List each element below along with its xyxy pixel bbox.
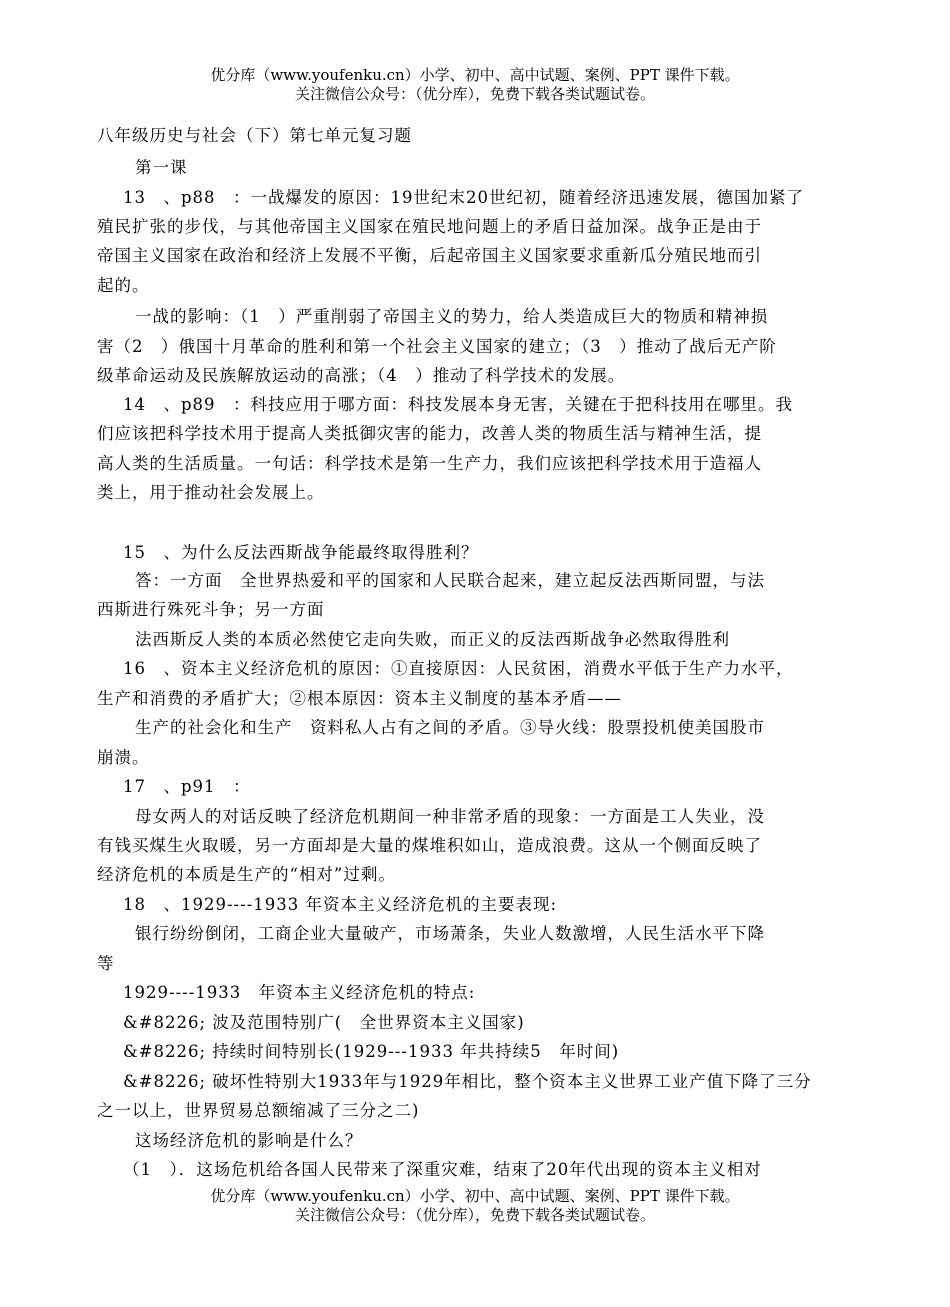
- text-line: 害（2 ）俄国十月革命的胜利和第一个社会主义国家的建立；（3 ）推动了战后无产阶: [97, 337, 777, 356]
- text-line: 起的。: [97, 276, 150, 295]
- header-line-1: 优分库（www.youfenku.cn）小学、初中、高中试题、案例、PPT 课件下载。: [210, 66, 740, 84]
- page-header: [0, 66, 950, 104]
- page-footer: [0, 1187, 950, 1225]
- text-line: 18 、1929----1933 年资本主义经济危机的主要表现:: [123, 895, 558, 914]
- footer-line-2: 关注微信公众号：（优分库），免费下载各类试题试卷。: [294, 1206, 655, 1224]
- text-line: 银行纷纷倒闭，工商企业大量破产，市场萧条，失业人数激增，人民生活水平下降: [135, 924, 765, 943]
- text-line: 法西斯反人类的本质必然使它走向失败，而正义的反法西斯战争必然取得胜利: [135, 630, 730, 649]
- text-line: 1929----1933 年资本主义经济危机的特点:: [123, 983, 476, 1002]
- text-line: 一战的影响：（1 ）严重削弱了帝国主义的势力，给人类造成巨大的物质和精神损: [135, 307, 769, 326]
- text-line: 母女两人的对话反映了经济危机期间一种非常矛盾的现象：一方面是工人失业，没: [135, 807, 765, 826]
- text-line: 16 、资本主义经济危机的原因：①直接原因：人民贫困，消费水平低于生产力水平，: [123, 659, 794, 678]
- footer-line-1: 优分库（www.youfenku.cn）小学、初中、高中试题、案例、PPT 课件下载。: [210, 1187, 740, 1205]
- text-line: 13 、p88 ：一战爆发的原因：19世纪末20世纪初，随着经济迅速发展，德国加紧了: [123, 188, 805, 207]
- text-line: 高人类的生活质量。一句话：科学技术是第一生产力，我们应该把科学技术用于造福人: [97, 454, 762, 473]
- text-line: 等: [97, 954, 115, 973]
- text-line: 14 、p89 ：科技应用于哪方面：科技发展本身无害，关键在于把科技用在哪里。我: [123, 395, 794, 414]
- text-line: 这场经济危机的影响是什么？: [135, 1131, 363, 1150]
- text-line: 崩溃。: [97, 748, 150, 767]
- text-line: 答：一方面 全世界热爱和平的国家和人民联合起来，建立起反法西斯同盟，与法: [135, 571, 765, 590]
- text-line: 第一课: [135, 158, 188, 177]
- text-line: 经济危机的本质是生产的“相对”过剩。: [97, 865, 396, 884]
- document-title: 八年级历史与社会（下）第七单元复习题: [97, 126, 412, 145]
- text-line: （1 ）．这场危机给各国人民带来了深重灾难，结束了20年代出现的资本主义相对: [123, 1160, 762, 1179]
- text-line: 15 、为什么反法西斯战争能最终取得胜利？: [123, 543, 479, 562]
- text-line: 级革命运动及民族解放运动的高涨；（4 ）推动了科学技术的发展。: [97, 366, 626, 385]
- text-line: 有钱买煤生火取暖，另一方面却是大量的煤堆积如山，造成浪费。这从一个侧面反映了: [97, 836, 762, 855]
- text-line: 17 、p91 ：: [123, 777, 251, 796]
- text-line: 殖民扩张的步伐，与其他帝国主义国家在殖民地问题上的矛盾日益加深。战争正是由于: [97, 217, 762, 236]
- header-line-2: 关注微信公众号：（优分库），免费下载各类试题试卷。: [294, 85, 655, 103]
- text-line: 西斯进行殊死斗争；另一方面: [97, 600, 325, 619]
- bullet-item: &#8226; 持续时间特别长(1929---1933 年共持续5 年时间): [123, 1042, 620, 1061]
- bullet-item: &#8226; 破坏性特别大1933年与1929年相比，整个资本主义世界工业产值下降了三分: [123, 1072, 812, 1091]
- text-line: 生产的社会化和生产 资料私人占有之间的矛盾。③导火线：股票投机使美国股市: [135, 718, 765, 737]
- text-line: 们应该把科学技术用于提高人类抵御灾害的能力，改善人类的物质生活与精神生活，提: [97, 424, 762, 443]
- text-line: 类上，用于推动社会发展上。: [97, 483, 325, 502]
- bullet-item: &#8226; 波及范围特别广( 全世界资本主义国家): [123, 1013, 525, 1032]
- text-line: 之一以上，世界贸易总额缩减了三分之二): [97, 1101, 420, 1120]
- text-line: 生产和消费的矛盾扩大；②根本原因：资本主义制度的基本矛盾——: [97, 689, 622, 708]
- text-line: 帝国主义国家在政治和经济上发展不平衡，后起帝国主义国家要求重新瓜分殖民地而引: [97, 246, 762, 265]
